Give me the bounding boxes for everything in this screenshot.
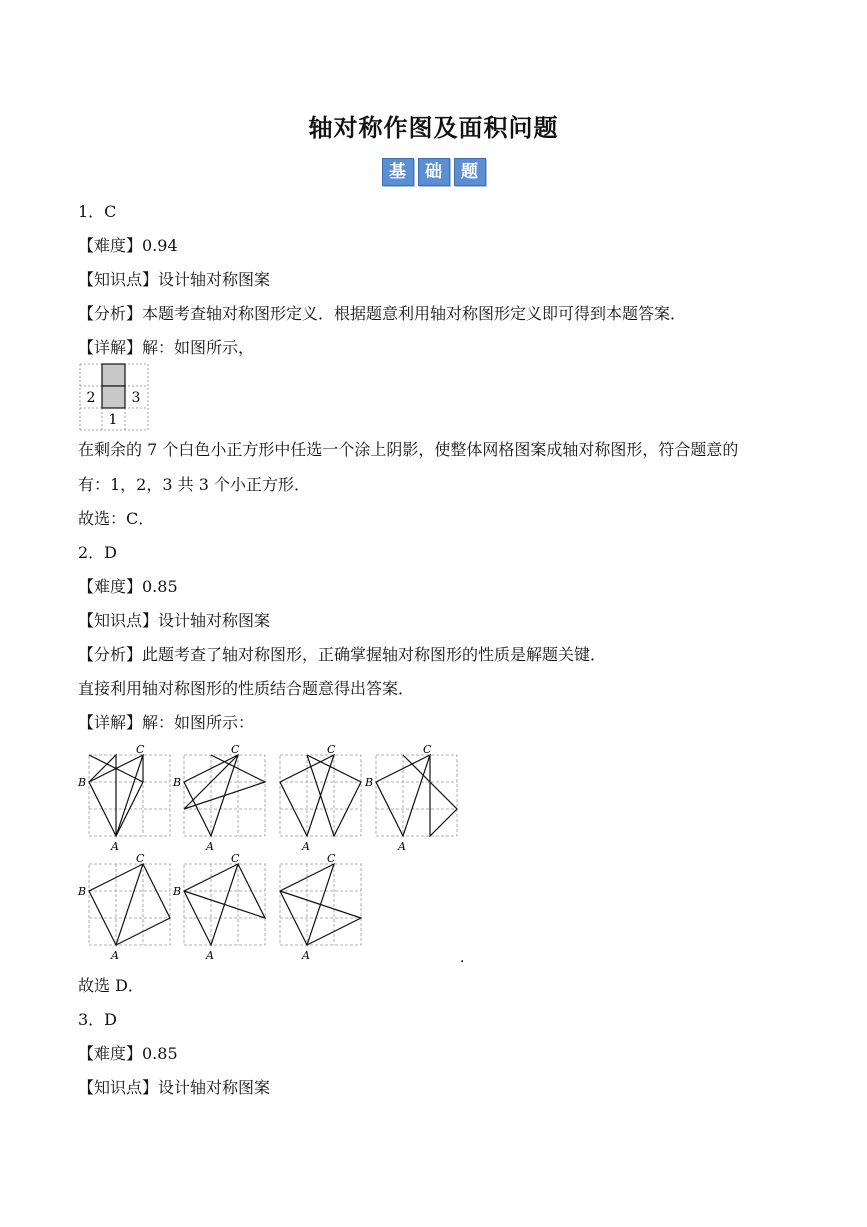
q2-analysis: 【分析】此题考查了轴对称图形，正确掌握轴对称图形的性质是解题关键． <box>78 645 607 664</box>
q1-number: 1．C <box>78 202 117 221</box>
label-c: C <box>327 852 336 865</box>
q2-knowledge: 【知识点】设计轴对称图案 <box>78 611 271 630</box>
grid-label-2: 2 <box>86 390 96 406</box>
label-a: A <box>398 840 406 853</box>
badge-char: 基 <box>382 158 414 186</box>
label-a: A <box>302 949 310 962</box>
page-title: 轴对称作图及面积问题 <box>308 113 559 142</box>
q1-body-line2: 有：1，2，3 共 3 个小正方形． <box>78 475 310 494</box>
label-a: A <box>206 840 214 853</box>
grid-label-3: 3 <box>131 390 141 406</box>
label-c: C <box>136 852 145 865</box>
label-a: A <box>111 840 119 853</box>
q1-difficulty: 【难度】0.94 <box>78 236 178 255</box>
label-b: B <box>173 885 182 898</box>
q2-detail: 【详解】解：如图所示： <box>78 713 255 732</box>
figure-period: . <box>460 950 465 966</box>
label-b: B <box>365 776 374 789</box>
label-b: B <box>78 776 87 789</box>
q1-conclusion: 故选：C． <box>78 509 155 528</box>
label-c: C <box>231 743 240 756</box>
label-c: C <box>423 743 432 756</box>
q1-grid-figure <box>80 364 148 430</box>
section-badge <box>0 158 867 186</box>
label-c: C <box>136 743 145 756</box>
q1-knowledge: 【知识点】设计轴对称图案 <box>78 270 271 289</box>
q3-number: 3．D <box>78 1010 118 1029</box>
q1-body-line1: 在剩余的 7 个白色小正方形中任选一个涂上阴影，使整体网格图案成轴对称图形，符合题意的 <box>78 440 739 459</box>
q3-knowledge: 【知识点】设计轴对称图案 <box>78 1078 271 1097</box>
label-c: C <box>231 852 240 865</box>
q2-analysis-2: 直接利用轴对称图形的性质结合题意得出答案． <box>78 679 415 698</box>
q1-detail: 【详解】解：如图所示， <box>78 338 255 357</box>
q2-triangle-figures <box>76 740 476 965</box>
q3-difficulty: 【难度】0.85 <box>78 1044 178 1063</box>
label-c: C <box>327 743 336 756</box>
label-b: B <box>173 776 182 789</box>
badge-char: 题 <box>454 158 486 186</box>
label-a: A <box>206 949 214 962</box>
q1-analysis: 【分析】本题考查轴对称图形定义．根据题意利用轴对称图形定义即可得到本题答案． <box>78 304 687 323</box>
q2-conclusion: 故选 D． <box>78 976 144 995</box>
label-a: A <box>111 949 119 962</box>
grid-label-1: 1 <box>108 412 118 428</box>
label-b: B <box>78 885 87 898</box>
badge-char: 础 <box>418 158 450 186</box>
q2-difficulty: 【难度】0.85 <box>78 577 178 596</box>
q2-number: 2．D <box>78 543 118 562</box>
label-a: A <box>302 840 310 853</box>
